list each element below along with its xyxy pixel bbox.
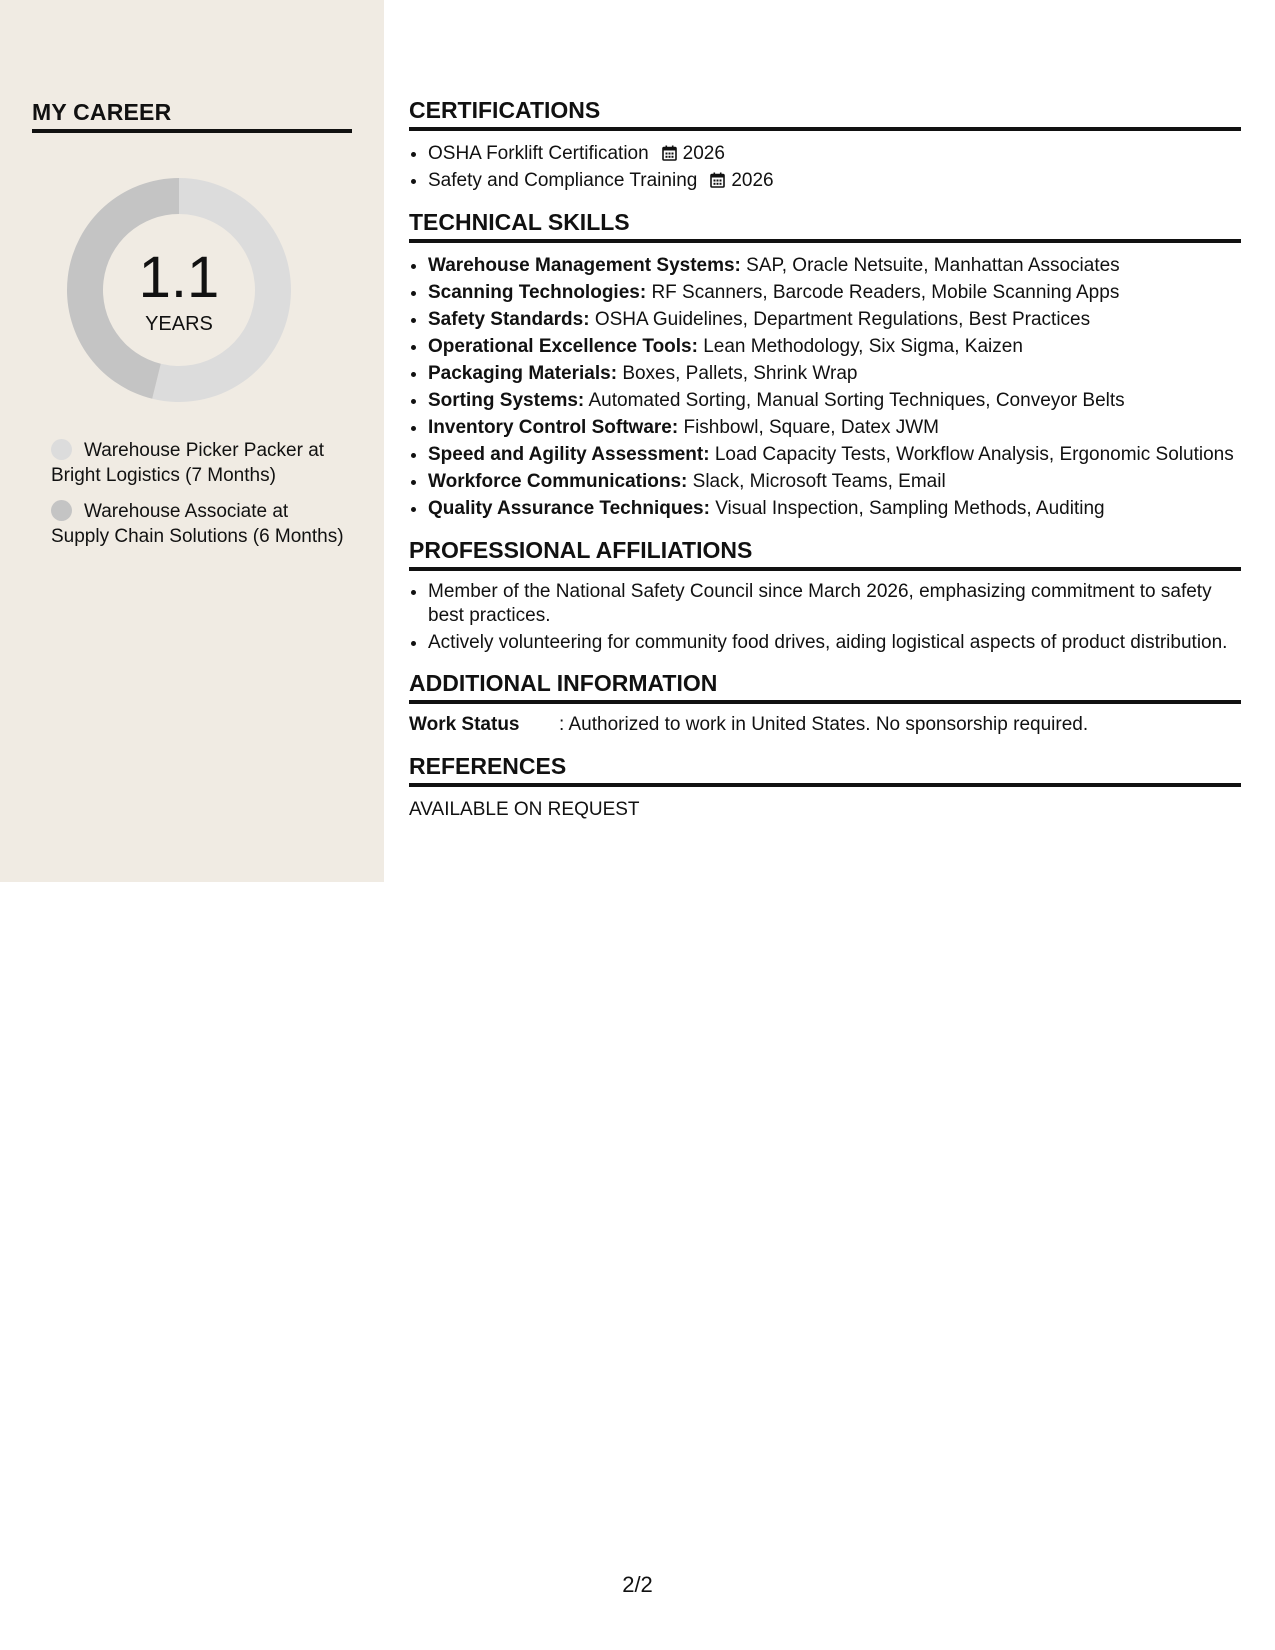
- career-total-unit: YEARS: [145, 313, 213, 335]
- skill-value: Lean Methodology, Six Sigma, Kaizen: [703, 336, 1023, 357]
- affiliations-list: [409, 580, 1241, 655]
- certifications-heading: CERTIFICATIONS: [409, 96, 1241, 131]
- technical-skills-list: [409, 252, 1241, 522]
- skill-item: [428, 360, 1241, 387]
- career-total-value: 1.1: [138, 245, 220, 310]
- certification-name: OSHA Forklift Certification: [428, 143, 649, 164]
- certifications-list: [409, 140, 1241, 194]
- certification-year: 2026: [682, 143, 725, 164]
- skill-value: Visual Inspection, Sampling Methods, Auditing: [715, 498, 1105, 519]
- affiliation-item: • Actively volunteering for community food drives, aiding logistical aspects of product distribution.: [428, 631, 1241, 655]
- main-content: [409, 96, 1241, 823]
- skill-item: [428, 252, 1241, 279]
- work-status-label: Work Status: [409, 714, 520, 735]
- skill-label: Inventory Control Software:: [428, 417, 679, 438]
- calendar-icon: [710, 172, 725, 188]
- legend-dot: [51, 439, 72, 460]
- technical-skills-heading: TECHNICAL SKILLS: [409, 208, 1241, 243]
- skill-value: Load Capacity Tests, Workflow Analysis, Ergonomic Solutions: [714, 444, 1234, 465]
- skill-label: Packaging Materials:: [428, 363, 618, 384]
- skill-label: Quality Assurance Techniques:: [428, 498, 710, 519]
- career-list: [51, 438, 351, 560]
- skill-label: Sorting Systems:: [428, 390, 585, 411]
- career-item-label: Warehouse Picker Packer at Bright Logistics (7 Months): [51, 440, 325, 486]
- skill-item: [428, 468, 1241, 495]
- work-status-row: [409, 712, 1241, 738]
- certification-item: [428, 140, 1241, 167]
- skill-label: Warehouse Management Systems:: [428, 255, 741, 276]
- sidebar: [0, 0, 384, 882]
- certification-name: Safety and Compliance Training: [428, 170, 698, 191]
- skill-value: Boxes, Pallets, Shrink Wrap: [622, 363, 858, 384]
- skill-value: OSHA Guidelines, Department Regulations, Best Practices: [594, 309, 1091, 330]
- skill-label: Workforce Communications:: [428, 471, 688, 492]
- affiliations-heading: PROFESSIONAL AFFILIATIONS: [409, 536, 1241, 571]
- skill-value: Automated Sorting, Manual Sorting Techniques, Conveyor Belts: [588, 390, 1125, 411]
- skill-value: Fishbowl, Square, Datex JWM: [683, 417, 939, 438]
- affiliation-item: • Member of the National Safety Council since March 2026, emphasizing commitment to safety best practices.: [428, 580, 1241, 628]
- skill-item: [428, 441, 1241, 468]
- career-item-label: Warehouse Associate at Supply Chain Solutions (6 Months): [51, 501, 344, 547]
- page-number: 2/2: [622, 1572, 653, 1597]
- work-status-value: : Authorized to work in United States. No sponsorship required.: [559, 714, 1089, 735]
- certification-year: 2026: [731, 170, 774, 191]
- skill-label: Speed and Agility Assessment:: [428, 444, 710, 465]
- skill-label: Operational Excellence Tools:: [428, 336, 698, 357]
- legend-dot: [51, 500, 72, 521]
- skill-label: Safety Standards:: [428, 309, 590, 330]
- skill-item: [428, 306, 1241, 333]
- skill-item: [428, 387, 1241, 414]
- skill-value: Slack, Microsoft Teams, Email: [692, 471, 946, 492]
- career-item: [51, 499, 351, 549]
- certification-item: [428, 167, 1241, 194]
- skill-value: RF Scanners, Barcode Readers, Mobile Scanning Apps: [651, 282, 1120, 303]
- references-text: AVAILABLE ON REQUEST: [409, 799, 640, 820]
- references-heading: REFERENCES: [409, 752, 1241, 787]
- career-item: [51, 438, 351, 488]
- skill-value: SAP, Oracle Netsuite, Manhattan Associates: [746, 255, 1120, 276]
- skill-item: [428, 414, 1241, 441]
- additional-info-heading: ADDITIONAL INFORMATION: [409, 669, 1241, 704]
- career-heading: MY CAREER: [32, 98, 352, 133]
- skill-item: [428, 495, 1241, 522]
- calendar-icon: [662, 145, 677, 161]
- skill-item: [428, 333, 1241, 360]
- skill-label: Scanning Technologies:: [428, 282, 647, 303]
- skill-item: [428, 279, 1241, 306]
